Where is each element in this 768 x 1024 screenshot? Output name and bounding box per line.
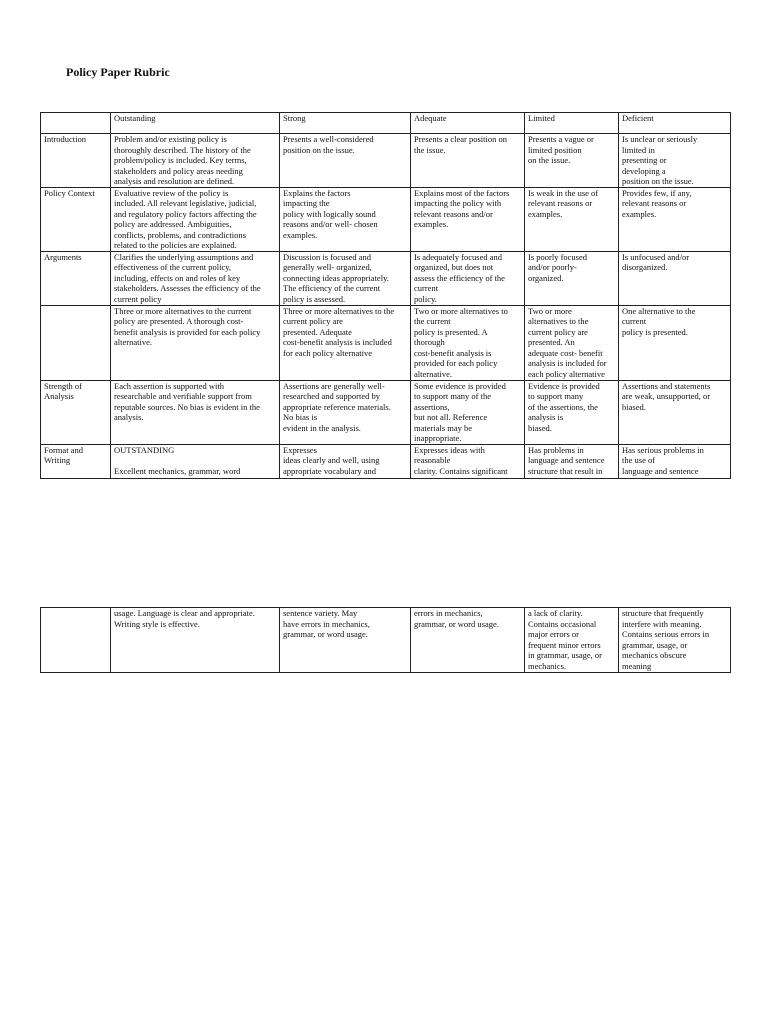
page-title: Policy Paper Rubric	[66, 65, 170, 79]
cell-limited: Presents a vague or limited position on the issue.	[525, 134, 619, 188]
cell-outstanding: Each assertion is supported with researchable and verifiable support from reputable sources. No bias is evident in the analysis.	[111, 380, 280, 444]
cell-outstanding: usage. Language is clear and appropriate. Writing style is effective.	[111, 608, 280, 673]
cell-deficient: Is unfocused and/or disorganized.	[619, 251, 731, 305]
cell-strong: Expresses ideas clearly and well, using appropriate vocabulary and	[280, 444, 411, 478]
row-label	[41, 608, 111, 673]
row-label: Introduction	[41, 134, 111, 188]
cell-adequate: Presents a clear position on the issue.	[411, 134, 525, 188]
header-limited: Limited	[525, 113, 619, 134]
header-deficient: Deficient	[619, 113, 731, 134]
cell-outstanding: Three or more alternatives to the current policy are presented. A thorough cost- benefit analysis is provided for each policy alternative.	[111, 305, 280, 380]
row-policy-context	[41, 187, 731, 251]
row-arguments	[41, 251, 731, 305]
cell-outstanding: Clarifies the underlying assumptions and effectiveness of the current policy, including, effects on and roles of key stakeholders. Assesses the efficiency of the current policy	[111, 251, 280, 305]
cell-strong: Presents a well-considered position on the issue.	[280, 134, 411, 188]
cell-strong: Assertions are generally well- researched and supported by appropriate reference materials. No bias is evident in the analysis.	[280, 380, 411, 444]
cell-adequate: Is adequately focused and organized, but does not assess the efficiency of the current policy.	[411, 251, 525, 305]
cell-deficient: Assertions and statements are weak, unsupported, or biased.	[619, 380, 731, 444]
row-strength-of-analysis	[41, 380, 731, 444]
rubric-table	[40, 112, 731, 479]
row-label: Arguments	[41, 251, 111, 305]
cell-limited: Is poorly focused and/or poorly- organized.	[525, 251, 619, 305]
cell-limited: Two or more alternatives to the current policy are presented. An adequate cost- benefit analysis is included for each policy alternative	[525, 305, 619, 380]
cell-adequate: Expresses ideas with reasonable clarity. Contains significant	[411, 444, 525, 478]
cell-limited: Evidence is provided to support many of the assertions, the analysis is biased.	[525, 380, 619, 444]
row-format-and-writing-continued	[41, 608, 731, 673]
row-label: Format and Writing	[41, 444, 111, 478]
cell-deficient: Is unclear or seriously limited in presenting or developing a position on the issue.	[619, 134, 731, 188]
row-label	[41, 305, 111, 380]
cell-deficient: One alternative to the current policy is presented.	[619, 305, 731, 380]
cell-adequate: errors in mechanics, grammar, or word usage.	[411, 608, 525, 673]
cell-adequate: Two or more alternatives to the current policy is presented. A thorough cost-benefit analysis is provided for each policy alternative.	[411, 305, 525, 380]
cell-deficient: structure that frequently interfere with meaning. Contains serious errors in grammar, usage, or mechanics obscure meaning	[619, 608, 731, 673]
cell-deficient: Has serious problems in the use of language and sentence	[619, 444, 731, 478]
cell-limited: Has problems in language and sentence structure that result in	[525, 444, 619, 478]
cell-strong: Explains the factors impacting the policy with logically sound reasons and/or well- chosen examples.	[280, 187, 411, 251]
header-strong: Strong	[280, 113, 411, 134]
cell-outstanding: Evaluative review of the policy is included. All relevant legislative, judicial, and regulatory policy factors affecting the policy are addressed. Ambiguities, conflicts, problems, and contradictions related to the policies are explained.	[111, 187, 280, 251]
header-adequate: Adequate	[411, 113, 525, 134]
row-introduction	[41, 134, 731, 188]
rubric-table-continuation	[40, 607, 731, 673]
cell-adequate: Explains most of the factors impacting the policy with relevant reasons and/or examples.	[411, 187, 525, 251]
header-row	[41, 113, 731, 134]
cell-adequate: Some evidence is provided to support many of the assertions, but not all. Reference materials may be inappropriate.	[411, 380, 525, 444]
row-alternatives	[41, 305, 731, 380]
cell-strong: Discussion is focused and generally well- organized, connecting ideas appropriately. The efficiency of the current policy is assessed.	[280, 251, 411, 305]
cell-deficient: Provides few, if any, relevant reasons or examples.	[619, 187, 731, 251]
row-label: Policy Context	[41, 187, 111, 251]
row-label: Strength of Analysis	[41, 380, 111, 444]
cell-strong: Three or more alternatives to the current policy are presented. Adequate cost-benefit analysis is included for each policy alternative	[280, 305, 411, 380]
cell-limited: a lack of clarity. Contains occasional major errors or frequent minor errors in grammar, usage, or mechanics.	[525, 608, 619, 673]
header-outstanding: Outstanding	[111, 113, 280, 134]
cell-limited: Is weak in the use of relevant reasons or examples.	[525, 187, 619, 251]
cell-outstanding: OUTSTANDING Excellent mechanics, grammar, word	[111, 444, 280, 478]
header-cell-blank	[41, 113, 111, 134]
row-format-and-writing	[41, 444, 731, 478]
cell-outstanding: Problem and/or existing policy is thoroughly described. The history of the problem/policy is included. Key terms, stakeholders and policy areas needing analysis and resolution are defined.	[111, 134, 280, 188]
cell-strong: sentence variety. May have errors in mechanics, grammar, or word usage.	[280, 608, 411, 673]
